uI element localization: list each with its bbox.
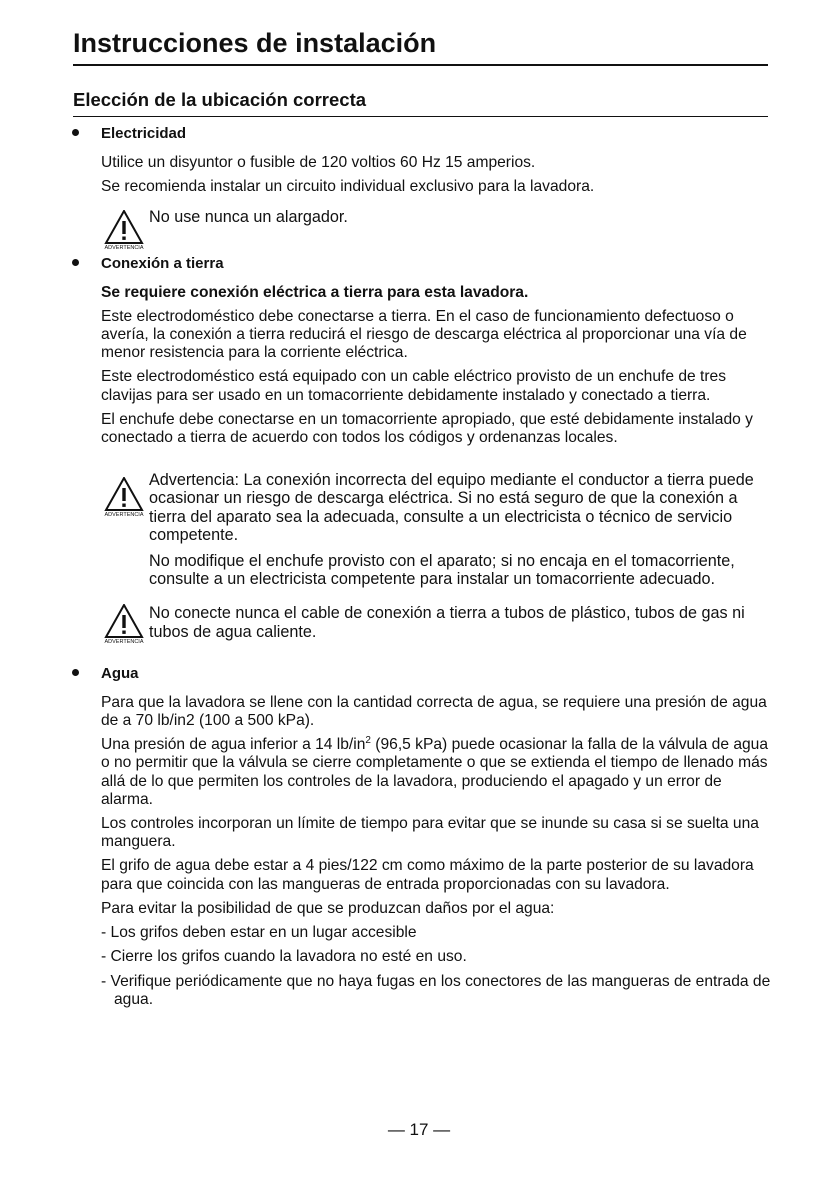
warning-icon-label: ADVERTENCIA bbox=[104, 245, 144, 251]
warning-block-extension-cord bbox=[101, 208, 771, 251]
page-number: — 17 — bbox=[387, 1120, 451, 1139]
grounding-paragraph-2: Este electrodoméstico está equipado con un cable eléctrico provisto de un enchufe de tres clavijas para ser usado en un tomacorriente debidamente instalado y conectado a tierra. bbox=[101, 368, 726, 404]
warning-triangle-icon bbox=[101, 210, 147, 250]
grounding-paragraph-1: Este electrodoméstico debe conectarse a tierra. En el caso de funcionamiento defectuoso o avería, la conexión a tierra reducirá el riesgo de descarga eléctrica al proporcionar una vía de menor resistencia para la corriente eléctrica. bbox=[101, 307, 747, 362]
warning-block-grounding bbox=[101, 471, 771, 588]
bullet-heading-electricity bbox=[101, 125, 771, 143]
bullet-heading-water bbox=[101, 665, 771, 683]
water-paragraph-4: El grifo de agua debe estar a 4 pies/122 cm como máximo de la parte posterior de su lavadora para que coincida con las mangueras de entrada proporcionadas con su lavadora. bbox=[101, 857, 754, 893]
grounding-requirement: Se requiere conexión eléctrica a tierra para esta lavadora. bbox=[101, 283, 529, 301]
warning-triangle-icon bbox=[101, 604, 147, 644]
electricity-paragraph-2: Se recomienda instalar un circuito individual exclusivo para la lavadora. bbox=[101, 178, 595, 196]
electricity-heading: Electricidad bbox=[101, 125, 187, 142]
water-paragraph-5: Para evitar la posibilidad de que se produzcan daños por el agua: bbox=[101, 899, 555, 917]
warning-text-grounding bbox=[149, 471, 771, 588]
list-item: - Cierre los grifos cuando la lavadora no esté en uso. bbox=[101, 948, 467, 966]
warning-text-extension-cord: No use nunca un alargador. bbox=[149, 208, 348, 227]
water-paragraph-1: Para que la lavadora se llene con la cantidad correcta de agua, se requiere una presión de agua de a 70 lb/in2 (100 a 500 kPa). bbox=[101, 693, 767, 730]
warning-grounding-note: No modifique el enchufe provisto con el aparato; si no encaja en el tomacorriente, consulte a un electricista competente para instalar un tomacorriente adecuado. bbox=[149, 552, 735, 589]
water-heading: Agua bbox=[101, 664, 139, 682]
warning-triangle-icon bbox=[101, 477, 147, 517]
content bbox=[101, 125, 771, 1015]
water-paragraph-2: Una presión de agua inferior a 14 $lb/in^2$ (96,5 kPa) puede ocasionar la falla de la válvula de agua o no permitir que la válvula se cierre completamente o que se extienda el tiempo de llenado más allá de lo que permiten los controles de la lavadora, produciendo el apagado y un error de alarma. bbox=[101, 735, 769, 808]
warning-icon-label: ADVERTENCIA bbox=[104, 639, 144, 645]
electricity-paragraph-1: Utilice un disyuntor o fusible de 120 voltios 60 Hz 15 amperios. bbox=[101, 154, 536, 171]
page-title: Instrucciones de instalación bbox=[73, 26, 768, 66]
list-item: - Los grifos deben estar en un lugar accesible bbox=[101, 924, 417, 942]
warning-block-ground-wire bbox=[101, 604, 771, 645]
bullet-dot bbox=[72, 259, 79, 266]
bullet-dot bbox=[72, 669, 79, 676]
water-paragraph-3: Los controles incorporan un límite de tiempo para evitar que se inunde su casa si se suelta una manguera. bbox=[101, 815, 759, 851]
grounding-heading: Conexión a tierra bbox=[101, 254, 224, 272]
bullet-heading-grounding bbox=[101, 255, 771, 273]
list-item: - Verifique periódicamente que no haya fugas en los conectores de las mangueras de entrada de agua. bbox=[101, 972, 771, 1008]
section-title: Elección de la ubicación correcta bbox=[73, 88, 768, 117]
grounding-paragraph-3: El enchufe debe conectarse en un tomacorriente apropiado, que esté debidamente instalado y conectado a tierra de acuerdo con todos los códigos y ordenanzas locales. bbox=[101, 410, 753, 447]
warning-text-ground-wire: No conecte nunca el cable de conexión a tierra a tubos de plástico, tubos de gas ni tubos de agua caliente. bbox=[149, 604, 745, 641]
warning-grounding-text: Advertencia: La conexión incorrecta del equipo mediante el conductor a tierra puede ocasionar un riesgo de descarga eléctrica. Si no está seguro de que la conexión a tierra del aparato sea la adecuada, consulte a un electricista o técnico de servicio competente. bbox=[149, 471, 754, 544]
warning-icon-label: ADVERTENCIA bbox=[104, 512, 144, 518]
bullet-dot bbox=[72, 129, 79, 136]
